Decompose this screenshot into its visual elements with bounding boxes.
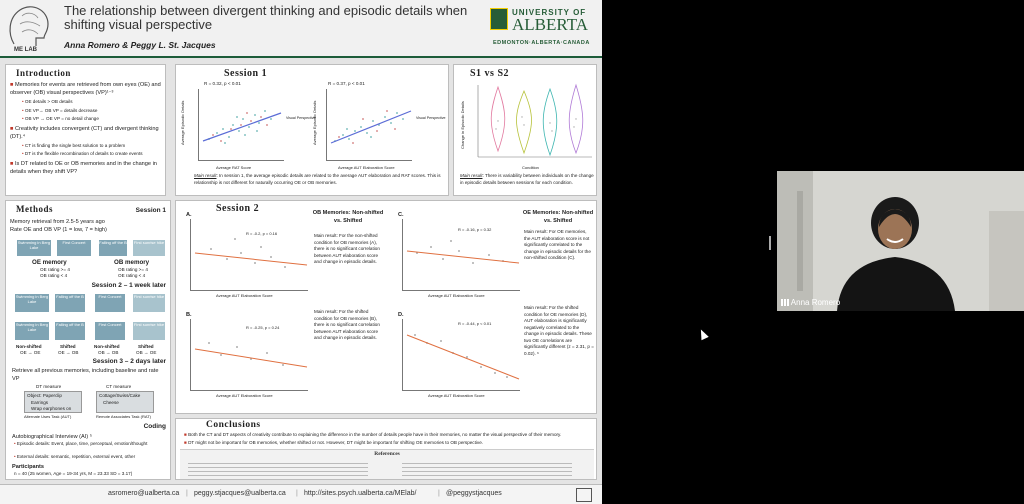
oe-text-2: Main result: For the shifted condition for OE memories (D), AUT elaboration is significantly negatively correlated to the change in episodic details. These two OE correlations are significantly different (z = 2.31, p = 0.02). ⁶ xyxy=(524,305,594,356)
oe-text-1: Main result: For OE memories, the AUT elaboration score is not significantly correlated to the change in episodic details for the non-shifted condition (C). xyxy=(524,229,591,260)
oe-rating-2: OB rating < 4 xyxy=(40,273,68,278)
ob-text-1: Main result: For the non-shifted condition for OB memories (A), there is no significant correlation between AUT elaboration score and change in episodic details. xyxy=(314,233,380,264)
svs-heading: S1 vs S2 xyxy=(470,68,510,79)
footer-twitter[interactable]: @peggystjacques xyxy=(446,490,502,497)
s1b-text: Rate OE and OB VP (1 = low, 7 = high) xyxy=(10,227,107,233)
s1a-text: Memory retrieval from 2.5-5 years ago xyxy=(10,219,105,225)
conclusions-heading: Conclusions xyxy=(206,420,261,430)
s1-plot1-xlabel: Average RAT Score xyxy=(216,165,252,170)
svs-ylabel: Change in Episodic Details xyxy=(460,101,465,149)
references-heading: References xyxy=(374,451,400,457)
memory-box-2: First Concert xyxy=(56,239,92,257)
s3a-text: Retrieve all previous memories, including baseline and rate VP xyxy=(12,368,159,382)
university-line2: ALBERTA xyxy=(512,15,589,34)
participants-text: n = 40 (25 women, Age = 19-34 yrs, M = 23.33 SD = 3.17) xyxy=(14,471,133,476)
ob-memory-label: OB memory xyxy=(114,259,150,266)
cond-4: Shifted xyxy=(138,344,154,349)
session2-label: Session 2 – 1 week later xyxy=(91,282,166,289)
cond-3b: OB → OB xyxy=(98,350,119,355)
s1-caption: : In session 1, the average episodic details are related to the average AUT elaboration and RAT scores. This is relationship is not different for naturally occurring OE or OB memories. xyxy=(194,173,441,185)
s1-plot2-ylabel: Average Episodic Details xyxy=(312,100,317,145)
intro-b2a: CT is finding the single best solution to a problem xyxy=(24,142,126,148)
s2-box-3: First Concert xyxy=(94,293,126,313)
oe-heading: OE Memories: Non-shifted vs. Shifted xyxy=(522,210,594,224)
cond-4b: OB → OE xyxy=(136,350,157,355)
me-lab-head-icon xyxy=(6,4,52,48)
methods-section: Methods Session 1 Memory retrieval from 2.5-5 years ago Rate OE and OB VP (1 = low, 7 = high) Swimming in Berg Lake First Concert Falling off the B First sunrise hike OE memory OE rating >= 4 OB rating < 4 OB memory OB rating >= 4 OE rating < 4 Session 2 – 1 week later Swimming in Berg Lake Falling off the B First Concert First sunrise hike Swimming in Berg Lake Falling off the B First Concert First sunrise hike Non-shifted OE → OE Shifted OE → OB Non-shifted OB → OB Shifted OB → OE Session 3 – 2 days later Retrieve all previous memories, including baseline and rate VP DT measure CT measure Object: Paperclip Earrings Wrap earphones on Cottage/Swiss/Cake Cheese Alternate Uses Task (AUT) Remote Associates Task (RAT) Coding Autobiographical Interview (AI) ⁵ • Episodic details: Event, place, time, perceptual, emotion/thought • External details: semantic, repetition, external event, other Participants n = 40 (25 women, Age = 19-34 yrs, M = 23.33 SD = 3.17) xyxy=(5,200,171,480)
ob-text-2: Main result: For the shifted condition for OB memories (B), there is no significant correlation between AUT elaboration score and change in episodic details. xyxy=(314,309,380,340)
aut-object: Object: Paperclip xyxy=(27,393,62,398)
intro-b3: Is DT related to OE or OB memories and in the change in details when they shift VP? xyxy=(10,160,157,175)
participant-video-tile[interactable] xyxy=(777,171,1024,311)
mouse-cursor-icon xyxy=(697,328,708,340)
intro-heading: Introduction xyxy=(16,68,71,78)
s1-legend: Visual Perspective xyxy=(286,116,316,120)
memory-box-4: First sunrise hike xyxy=(132,239,166,257)
s2-box-1: Swimming in Berg Lake xyxy=(14,293,50,313)
poster-footer xyxy=(0,484,602,504)
s1-plot2-xlabel: Average AUT Elaboration Score xyxy=(338,165,395,170)
conclusions-section: Conclusions ■ Both the CT and DT aspects of creativity contribute to explaining the difference in the number of details people have in their memories, no matter the visual perspective of their memory. ■ DT might not be important for OB memories, whether shifted or not. However, DT might be important for shifting OE memories to OB perspective. References xyxy=(175,418,597,480)
participants-label: Participants xyxy=(12,464,45,470)
cond-2: Shifted xyxy=(60,344,76,349)
aut-caption: Alternate Uses Task (AUT) xyxy=(24,414,72,419)
plot-a-stat: R = -0.2, p = 0.16 xyxy=(246,231,278,236)
s2-box-7: First Concert xyxy=(94,321,126,341)
s2-box-5: Swimming in Berg Lake xyxy=(14,321,50,341)
plot-d-xlabel: Average AUT Elaboration Score xyxy=(428,393,485,398)
s1-plot2-svg xyxy=(327,89,413,161)
poster-authors: Anna Romero & Peggy L. St. Jacques xyxy=(64,40,216,50)
s2-box-8: First sunrise hike xyxy=(132,321,166,341)
plot-d-stat: R = -0.44, p < 0.01 xyxy=(458,321,492,326)
plot-b-xlabel: Average AUT Elaboration Score xyxy=(216,393,273,398)
plot-a-xlabel: Average AUT Elaboration Score xyxy=(216,293,273,298)
signal-bars-icon xyxy=(781,299,789,306)
plot-c-stat: R = -0.16, p = 0.32 xyxy=(458,227,492,232)
footer-separator-1: | xyxy=(186,490,188,497)
s2-box-4: First sunrise hike xyxy=(132,293,166,313)
qr-code-icon xyxy=(576,488,592,502)
footer-separator-2: | xyxy=(296,490,298,497)
cond-3: Non-shifted xyxy=(94,344,120,349)
coding-label: Coding xyxy=(143,423,166,430)
session3-label: Session 3 – 2 days later xyxy=(92,358,166,365)
plot-c-label: C. xyxy=(398,212,404,218)
intro-b1: Memories for events are retrieved from own eyes (OE) and observer (OB) visual perspectives (VP)¹⁻³ xyxy=(10,82,161,96)
session2-heading: Session 2 xyxy=(216,203,260,214)
dt-measure: DT measure xyxy=(36,384,62,389)
intro-b2: Creativity includes convergent (CT) and divergent thinking (DT).⁴ xyxy=(10,125,159,140)
session2-section xyxy=(175,200,597,414)
plot-a xyxy=(190,219,308,291)
s1-plot2-stat: R = 0.37, p < 0.01 xyxy=(328,81,365,86)
rat-words: Cottage/Swiss/Cake xyxy=(99,393,141,398)
s1-plot2 xyxy=(326,89,412,161)
poster-header xyxy=(0,0,602,58)
memory-box-1: Swimming in Berg Lake xyxy=(16,239,52,257)
footer-url[interactable]: http://sites.psych.ualberta.ca/MElab/ xyxy=(304,490,417,497)
methods-heading: Methods xyxy=(16,204,53,214)
ai-text: Autobiographical Interview (AI) ⁵ xyxy=(12,434,93,440)
conclusion-2: DT might not be important for OB memories, whether shifted or not. However, DT might be important for shifting OE memories to OB perspective. xyxy=(188,440,484,445)
s1-plot1-stat: R = 0.32, p < 0.01 xyxy=(204,81,241,86)
university-crest-icon xyxy=(490,8,508,30)
aut-answer-2: Wrap earphones on xyxy=(31,406,72,411)
footer-separator-3: | xyxy=(438,490,440,497)
plot-a-label: A. xyxy=(186,212,192,218)
s2-box-6: Falling off the B xyxy=(54,321,86,341)
aut-answer-1: Earrings xyxy=(31,399,49,405)
ob-rating-1: OB rating >= 4 xyxy=(118,267,148,272)
s1-vs-s2-section xyxy=(453,64,597,196)
s2-box-2: Falling off the B xyxy=(54,293,86,313)
violin-plot xyxy=(468,81,594,167)
university-line1: UNIVERSITY OF xyxy=(512,8,587,17)
rat-card xyxy=(96,391,154,413)
svs-xlabel: Condition xyxy=(522,165,539,170)
poster-title: The relationship between divergent thinking and episodic details when shifting visual perspective xyxy=(64,3,468,32)
s1-caption-lead: Main result xyxy=(194,173,217,178)
cond-2b: OE → OB xyxy=(58,350,79,355)
plot-a-svg xyxy=(191,219,309,291)
participant-name-label xyxy=(781,298,840,307)
intro-b1a: OE details > OB details xyxy=(24,99,73,104)
conclusion-1: Both the CT and DT aspects of creativity contribute to explaining the difference in the number of details people have in their memories, no matter the visual perspective of their memory. xyxy=(188,432,562,437)
svs-caption-lead: Main result xyxy=(460,173,483,178)
footer-email-2[interactable]: peggy.stjacques@ualberta.ca xyxy=(194,490,286,497)
svs-caption: : There is variability between individuals on the change in episodic details between sessions for each condition. xyxy=(460,173,594,185)
rat-caption: Remote Associates Task (RAT) xyxy=(96,414,151,419)
plot-b-stat: R = -0.25, p = 0.24 xyxy=(246,325,280,330)
view-split-handle[interactable] xyxy=(769,236,771,250)
memory-box-3: Falling off the B xyxy=(98,239,128,257)
aut-card xyxy=(24,391,82,413)
university-city: EDMONTON·ALBERTA·CANADA xyxy=(493,40,590,46)
oe-memory-label: OE memory xyxy=(32,259,67,266)
s1-plot1-ylabel: Average Episodic Details xyxy=(180,100,185,145)
s1-plot1 xyxy=(198,89,284,161)
references-box xyxy=(180,449,594,479)
ob-rating-2: OE rating < 4 xyxy=(118,273,146,278)
cond-1: Non-shifted xyxy=(16,344,42,349)
ai-1: Episodic details: Event, place, time, perceptual, emotion/thought xyxy=(16,441,148,446)
cond-1b: OE → OE xyxy=(20,350,41,355)
plot-c-xlabel: Average AUT Elaboration Score xyxy=(428,293,485,298)
session1-heading: Session 1 xyxy=(224,68,268,79)
session1-section xyxy=(175,64,449,196)
footer-email-1[interactable]: asromero@ualberta.ca xyxy=(108,490,180,497)
ct-measure: CT measure xyxy=(106,384,132,389)
references-left xyxy=(188,460,368,476)
intro-section: Introduction ■ Memories for events are retrieved from own eyes (OE) and observer (OB) visual perspectives (VP)¹⁻³ • OE details > OB details • OE VP→ OB VP = details decrease • OB VP → OE VP = no detail change ■ Creativity includes convergent (CT) and divergent thinking (DT).⁴ • CT is finding the single best solution to a problem • DT is the flexible recombination of details to create events ■ Is DT related to OE or OB memories and in the change in details when they shift VP? xyxy=(5,64,166,196)
s1-legend-2: Visual Perspective xyxy=(416,116,446,120)
plot-b-label: B. xyxy=(186,312,192,318)
ob-heading: OB Memories: Non-shifted vs. Shifted xyxy=(312,210,384,224)
lab-label: ME LAB xyxy=(14,47,37,53)
intro-b1c: OB VP → OE VP = no detail change xyxy=(24,116,99,121)
session1-label: Session 1 xyxy=(135,207,166,214)
intro-b1b: OE VP→ OB VP = details decrease xyxy=(24,107,98,113)
plot-d-label: D. xyxy=(398,312,404,318)
ai-2: External details: semantic, repetition, external event, other xyxy=(16,454,136,459)
plot-d xyxy=(402,319,520,391)
intro-b2b: DT is the flexible recombination of details to create events xyxy=(24,151,143,156)
rat-answer: Cheese xyxy=(103,399,119,405)
participant-video-feed xyxy=(777,171,1024,311)
references-right xyxy=(402,460,572,476)
s1-plot1-svg xyxy=(199,89,285,161)
oe-rating-1: OE rating >= 4 xyxy=(40,267,70,272)
plot-d-svg xyxy=(403,319,521,391)
participant-name: Anna Romero xyxy=(790,298,841,307)
